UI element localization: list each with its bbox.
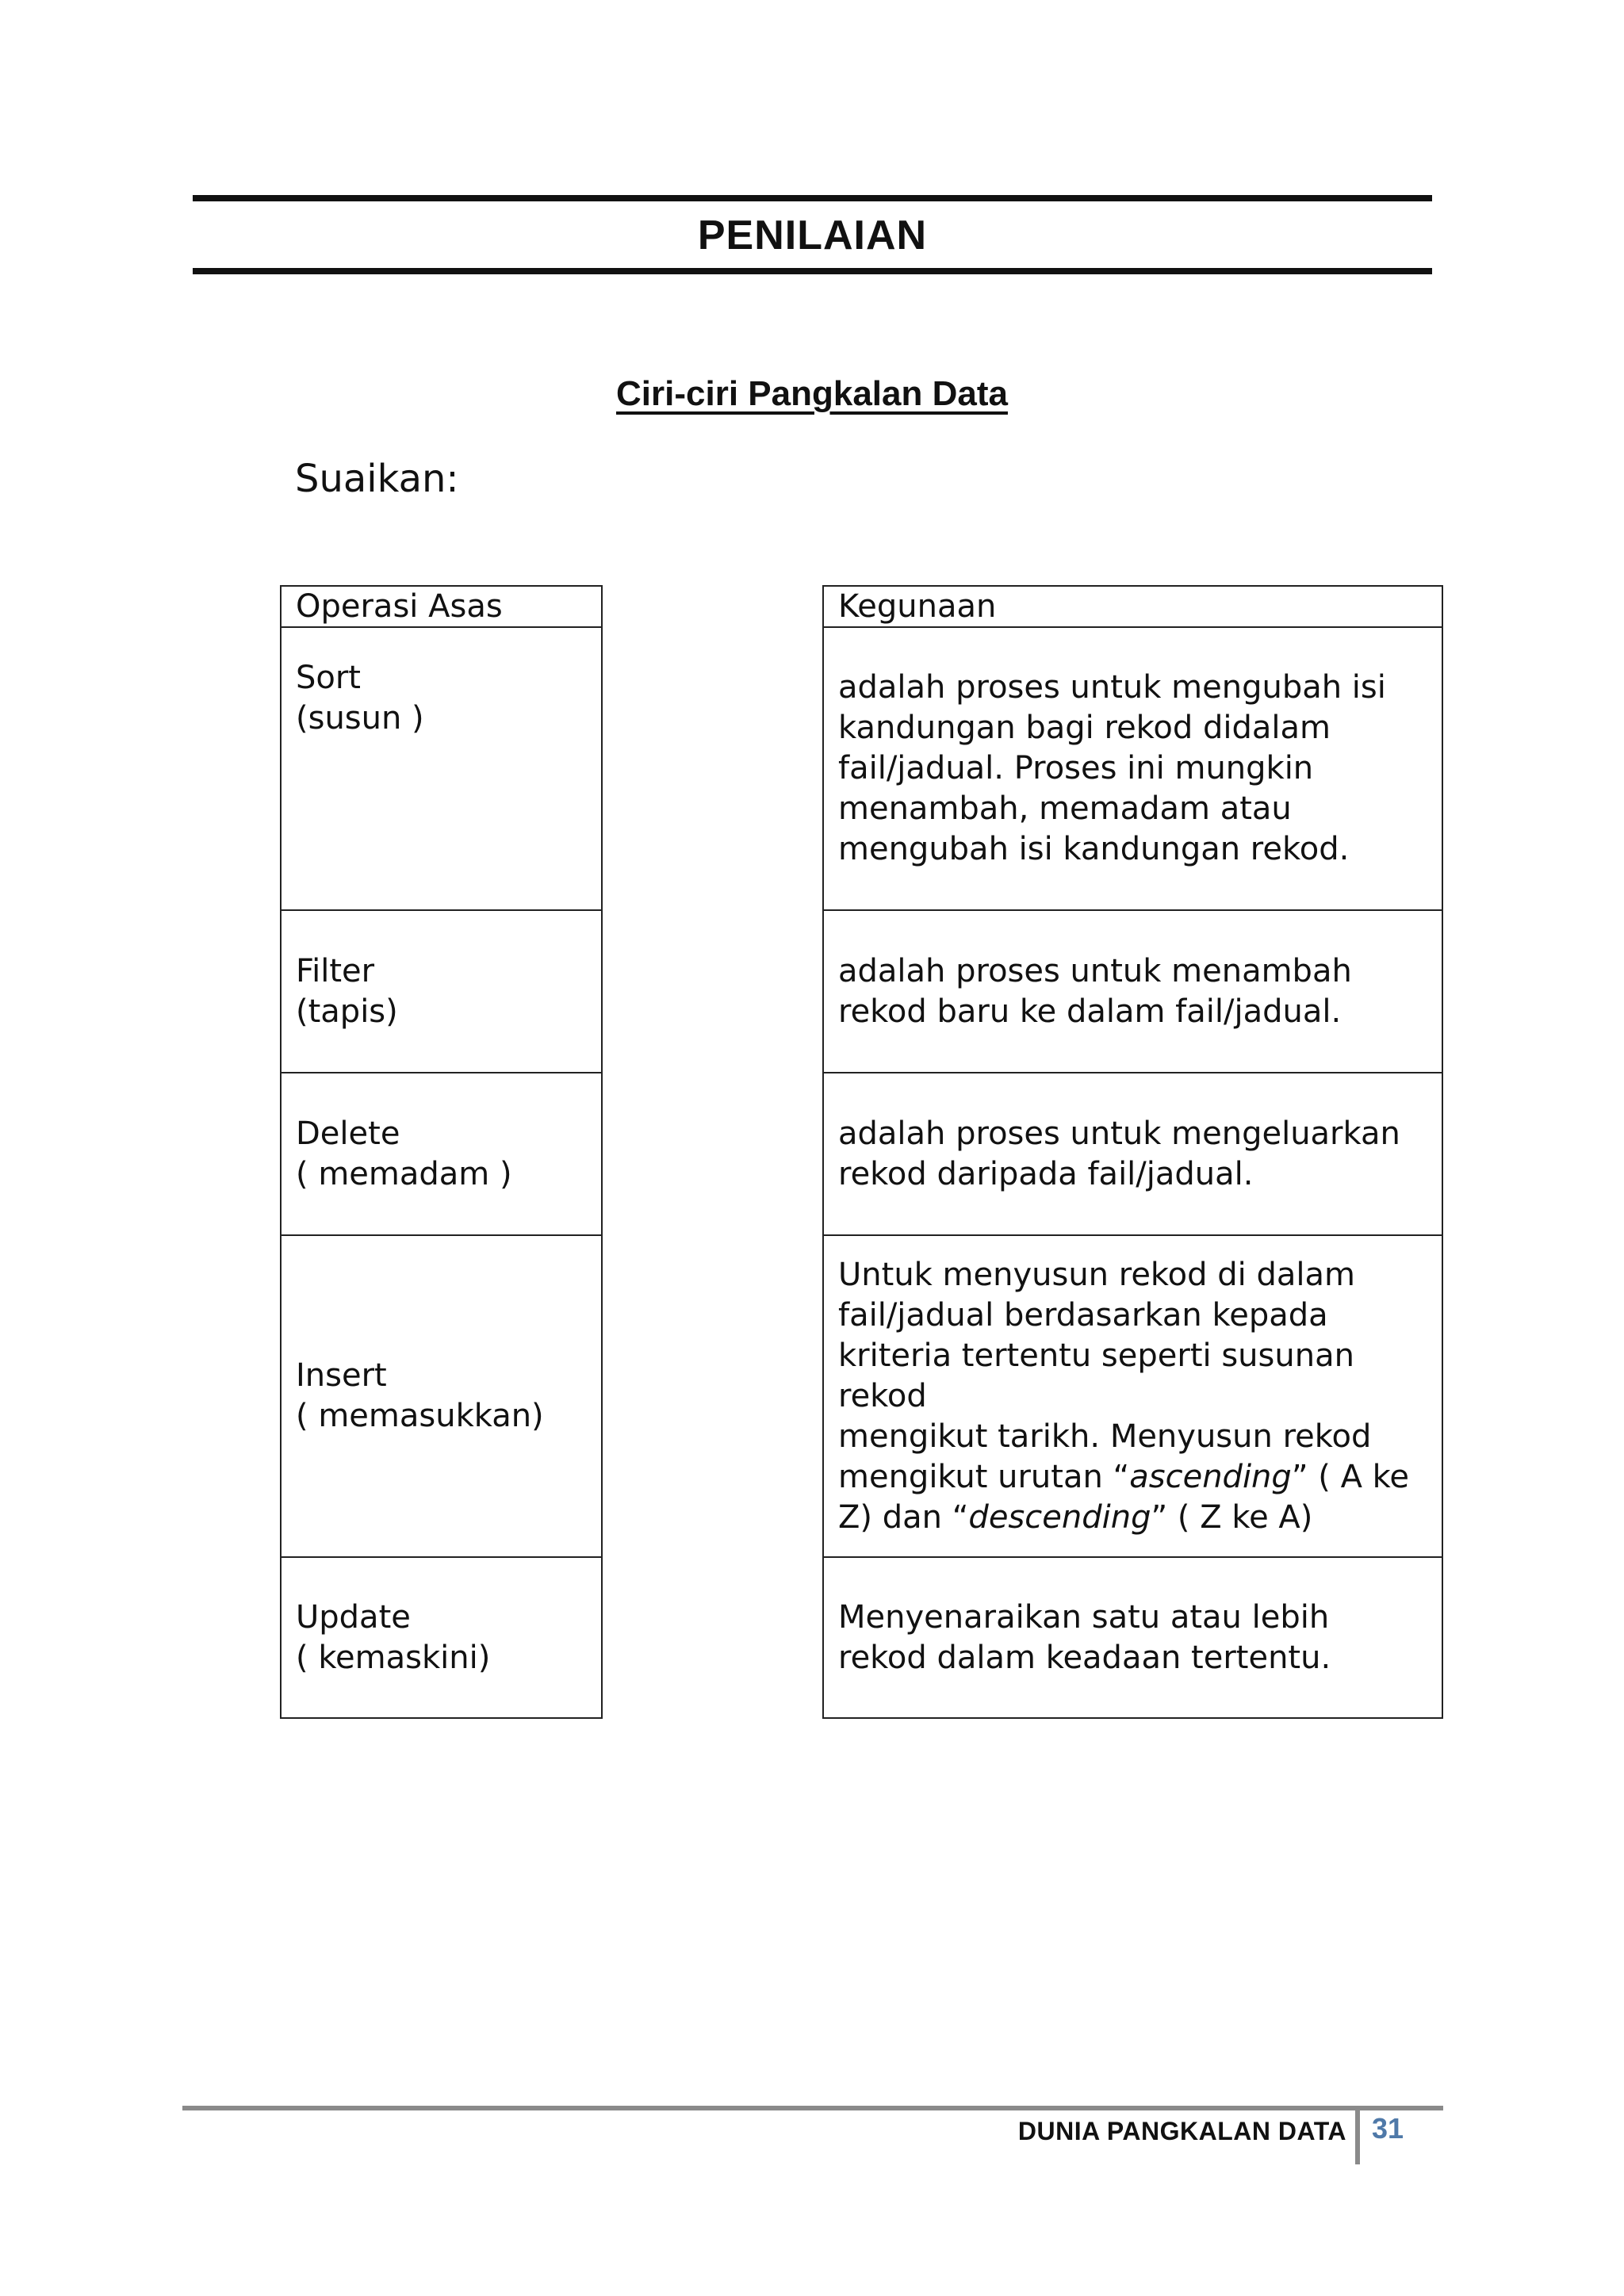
usage-line: Menyenaraikan satu atau lebih <box>838 1598 1330 1636</box>
operation-header: Operasi Asas <box>296 588 503 625</box>
operation-row <box>282 1236 601 1558</box>
operation-column <box>280 585 603 1719</box>
usage-text: ” ( A ke <box>1291 1458 1409 1495</box>
usage-line: menambah, memadam atau <box>838 790 1292 827</box>
usage-line: fail/jadual. Proses ini mungkin <box>838 750 1314 786</box>
operation-name: Update <box>296 1598 411 1636</box>
usage-emphasis: descending <box>968 1498 1151 1536</box>
usage-line: adalah proses untuk menambah <box>838 952 1352 989</box>
usage-text: mengikut urutan “ <box>838 1458 1130 1495</box>
page-number: 31 <box>1372 2112 1404 2145</box>
footer-rule <box>182 2106 1443 2110</box>
operation-row <box>282 911 601 1073</box>
usage-header: Kegunaan <box>838 588 997 625</box>
page-heading: PENILAIAN <box>697 212 928 258</box>
usage-line: mengikut tarikh. Menyusun rekod <box>838 1418 1372 1455</box>
heading-bottom-rule <box>193 268 1432 274</box>
footer-divider <box>1355 2109 1360 2164</box>
operation-row <box>282 628 601 911</box>
operation-name: Delete <box>296 1115 400 1152</box>
usage-line: rekod dalam keadaan tertentu. <box>838 1639 1331 1676</box>
section-title: Ciri-ciri Pangkalan Data <box>616 374 1008 413</box>
usage-text: ” ( Z ke A) <box>1151 1498 1313 1536</box>
usage-row <box>824 1236 1442 1558</box>
usage-line: rekod baru ke dalam fail/jadual. <box>838 993 1342 1030</box>
instruction-text: Suaikan: <box>295 457 459 501</box>
operation-translation: ( memasukkan) <box>296 1398 544 1434</box>
usage-line: mengubah isi kandungan rekod. <box>838 831 1350 867</box>
operation-row <box>282 1558 601 1717</box>
usage-line <box>838 1498 1434 1538</box>
operation-translation: ( kemaskini) <box>296 1639 491 1676</box>
usage-row <box>824 911 1442 1073</box>
usage-row <box>824 1558 1442 1717</box>
usage-line: adalah proses untuk mengeluarkan <box>838 1115 1400 1152</box>
usage-row <box>824 1073 1442 1236</box>
operation-name: Insert <box>296 1357 387 1394</box>
operation-translation: (tapis) <box>296 993 398 1030</box>
usage-emphasis: ascending <box>1129 1458 1292 1495</box>
usage-line <box>838 1457 1434 1498</box>
usage-line: kandungan bagi rekod didalam <box>838 710 1331 746</box>
operation-header-cell <box>282 587 601 628</box>
usage-line: fail/jadual berdasarkan kepada <box>838 1296 1328 1334</box>
usage-row <box>824 628 1442 911</box>
operation-row <box>282 1073 601 1236</box>
usage-text: Z) dan “ <box>838 1498 969 1536</box>
operation-translation: (susun ) <box>296 700 424 737</box>
operation-name: Filter <box>296 952 375 989</box>
usage-line: rekod daripada fail/jadual. <box>838 1155 1254 1192</box>
usage-header-cell <box>824 587 1442 628</box>
usage-line: kriteria tertentu seperti susunan rekod <box>838 1337 1354 1414</box>
operation-name: Sort <box>296 660 361 696</box>
footer-title: DUNIA PANGKALAN DATA <box>1017 2117 1346 2145</box>
usage-line: Untuk menyusun rekod di dalam <box>838 1256 1355 1293</box>
operation-translation: ( memadam ) <box>296 1155 512 1192</box>
usage-column <box>822 585 1443 1719</box>
heading-top-rule <box>193 195 1432 201</box>
usage-line: adalah proses untuk mengubah isi <box>838 669 1386 706</box>
